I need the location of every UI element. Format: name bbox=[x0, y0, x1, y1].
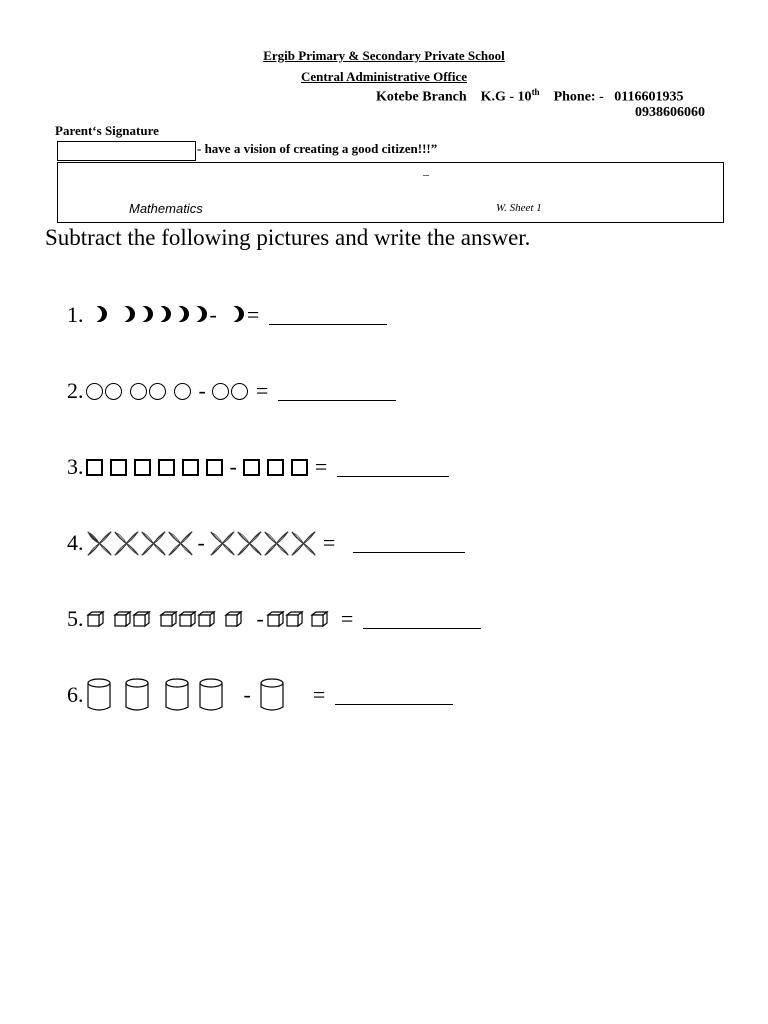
question-5 bbox=[67, 604, 481, 634]
crescent-moon-icon bbox=[168, 304, 186, 326]
question-6 bbox=[67, 677, 453, 713]
cube-icon bbox=[132, 610, 151, 628]
crescent-moon-icon bbox=[132, 304, 150, 326]
flower-icon bbox=[113, 530, 140, 557]
subject-title: Mathematics bbox=[129, 201, 203, 216]
flower-icon bbox=[209, 530, 236, 557]
answer-blank[interactable] bbox=[363, 610, 481, 629]
flower-icon bbox=[167, 530, 194, 557]
circle-icon bbox=[149, 383, 166, 400]
question-2 bbox=[67, 376, 396, 406]
minus-sign: - bbox=[198, 378, 206, 403]
crescent-moon-icon bbox=[150, 304, 168, 326]
flower-icon bbox=[236, 530, 263, 557]
circle-icon bbox=[231, 383, 248, 400]
cube-icon bbox=[197, 610, 216, 628]
answer-blank[interactable] bbox=[269, 306, 387, 325]
cylinder-icon bbox=[124, 677, 150, 713]
square-icon bbox=[291, 459, 308, 476]
flower-icon bbox=[86, 530, 113, 557]
question-number: 1. bbox=[67, 302, 84, 327]
question-1 bbox=[67, 300, 387, 330]
minus-sign: - bbox=[209, 302, 217, 327]
square-icon bbox=[86, 459, 103, 476]
question-3 bbox=[67, 452, 449, 482]
subject-dash: – bbox=[423, 167, 429, 181]
signature-field[interactable] bbox=[57, 141, 196, 161]
equals-sign: = bbox=[246, 302, 260, 327]
square-icon bbox=[243, 459, 260, 476]
cylinder-icon bbox=[259, 677, 285, 713]
square-icon bbox=[182, 459, 199, 476]
question-number: 3. bbox=[67, 454, 84, 479]
crescent-moon-icon bbox=[186, 304, 204, 326]
branch: Kotebe Branch bbox=[376, 89, 467, 105]
equals-sign: = bbox=[255, 378, 269, 403]
signature-label: Parent‘s Signature bbox=[55, 123, 159, 138]
answer-blank[interactable] bbox=[337, 458, 449, 477]
crescent-moon-icon bbox=[86, 304, 104, 326]
crescent-moon-icon bbox=[114, 304, 132, 326]
sheet-number: W. Sheet 1 bbox=[496, 202, 542, 214]
cube-icon bbox=[86, 610, 105, 628]
cube-icon bbox=[113, 610, 132, 628]
minus-sign: - bbox=[197, 530, 205, 555]
square-icon bbox=[267, 459, 284, 476]
crescent-moon-icon bbox=[223, 304, 241, 326]
circle-icon bbox=[105, 383, 122, 400]
cube-icon bbox=[178, 610, 197, 628]
square-icon bbox=[158, 459, 175, 476]
cylinder-icon bbox=[164, 677, 190, 713]
equals-sign: = bbox=[340, 606, 354, 631]
circle-icon bbox=[212, 383, 229, 400]
minus-sign: - bbox=[229, 454, 237, 479]
equals-sign: = bbox=[314, 454, 328, 479]
minus-sign: - bbox=[243, 682, 251, 707]
school-name: Ergib Primary & Secondary Private School bbox=[263, 48, 505, 63]
square-icon bbox=[110, 459, 127, 476]
circle-icon bbox=[86, 383, 103, 400]
cube-icon bbox=[285, 610, 304, 628]
grade-suffix: th bbox=[531, 87, 540, 97]
circle-icon bbox=[130, 383, 147, 400]
cube-icon bbox=[266, 610, 285, 628]
phone-1: 0116601935 bbox=[614, 89, 684, 105]
question-number: 5. bbox=[67, 606, 84, 631]
office-name: Central Administrative Office bbox=[300, 69, 468, 84]
instruction: Subtract the following pictures and write the answer. bbox=[45, 225, 531, 250]
flower-icon bbox=[140, 530, 167, 557]
minus-sign: - bbox=[256, 606, 264, 631]
cube-icon bbox=[224, 610, 243, 628]
question-number: 4. bbox=[67, 530, 84, 555]
answer-blank[interactable] bbox=[353, 534, 465, 553]
equals-sign: = bbox=[312, 682, 326, 707]
circle-icon bbox=[174, 383, 191, 400]
square-icon bbox=[206, 459, 223, 476]
cube-icon bbox=[159, 610, 178, 628]
equals-sign: = bbox=[322, 530, 336, 555]
answer-blank[interactable] bbox=[278, 382, 396, 401]
flower-icon bbox=[263, 530, 290, 557]
cylinder-icon bbox=[198, 677, 224, 713]
motto: - have a vision of creating a good citizen!!!” bbox=[197, 141, 438, 156]
flower-icon bbox=[290, 530, 317, 557]
square-icon bbox=[134, 459, 151, 476]
cube-icon bbox=[310, 610, 329, 628]
cylinder-icon bbox=[86, 677, 112, 713]
question-4 bbox=[67, 528, 465, 558]
phone-label: Phone: - bbox=[553, 89, 604, 105]
phone-2: 0938606060 bbox=[635, 105, 705, 120]
answer-blank[interactable] bbox=[335, 686, 453, 705]
grade: K.G - 10 bbox=[480, 89, 532, 105]
branch-line bbox=[376, 87, 683, 106]
question-number: 6. bbox=[67, 682, 84, 707]
question-number: 2. bbox=[67, 378, 84, 403]
